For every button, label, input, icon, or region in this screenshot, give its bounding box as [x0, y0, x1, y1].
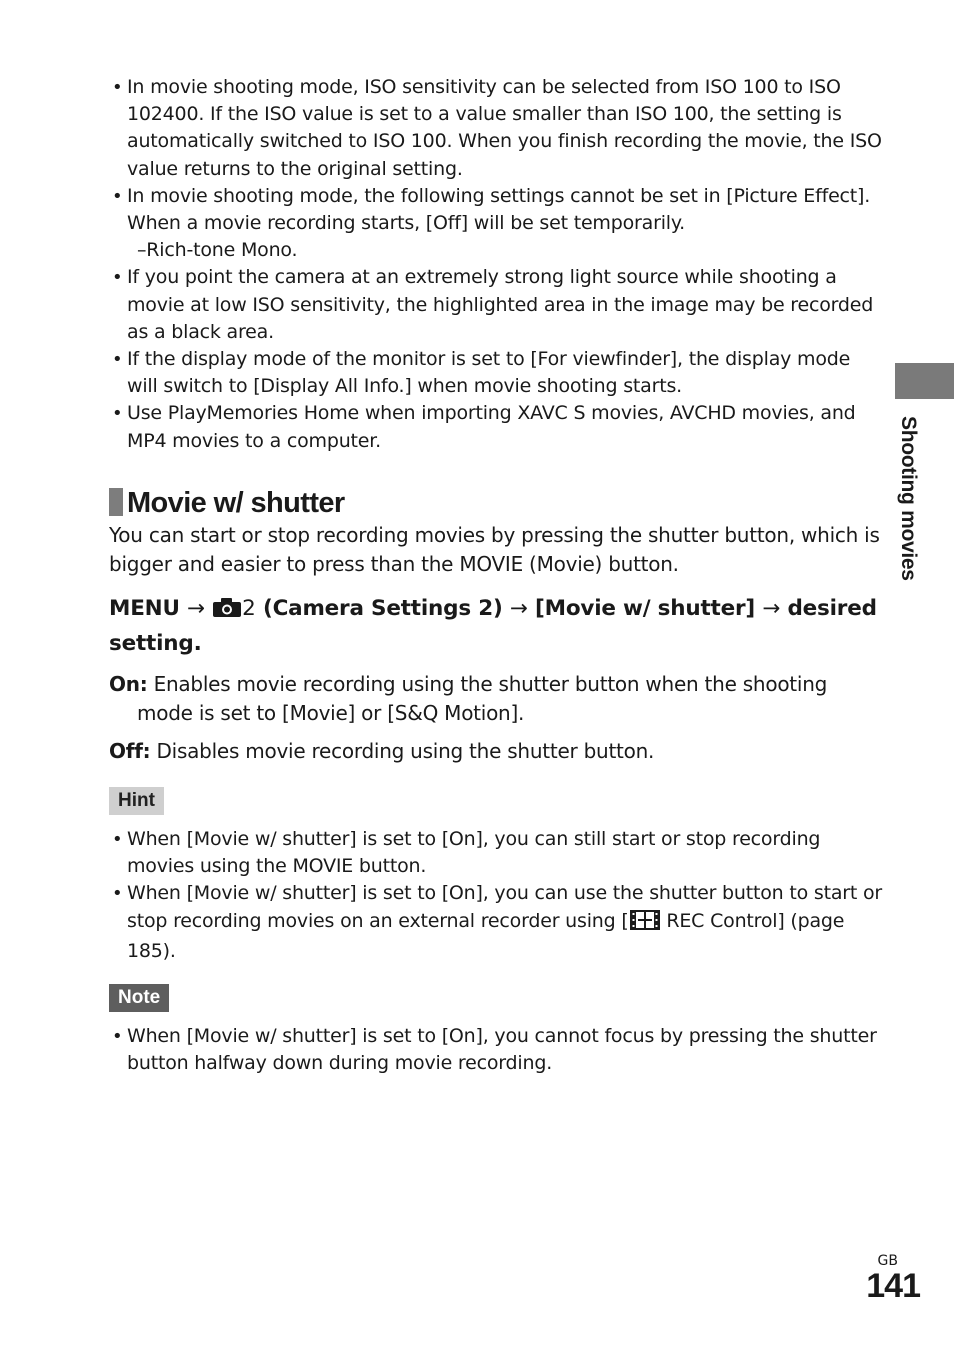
note-label: Note: [109, 984, 169, 1012]
hint-label: Hint: [109, 787, 164, 815]
option-desc: Disables movie recording using the shutter button.: [156, 739, 655, 763]
note-item: • If the display mode of the monitor is set to [For viewfinder], the display mode will switch to [Display All Info.] when movie shooting starts.: [112, 346, 882, 400]
camera-icon: [212, 596, 242, 628]
hint-item: • When [Movie w/ shutter] is set to [On], you can use the shutter button to start or stop recording movies on an external recorder using [ REC Control] (page 185).: [112, 880, 882, 965]
arrow-icon: →: [509, 596, 528, 621]
arrow-icon: →: [762, 596, 781, 621]
side-tab-marker: [895, 363, 954, 399]
note-item: • In movie shooting mode, the following settings cannot be set in [Picture Effect]. When a movie recording starts, [Off] will be set temporarily. –Rich-tone Mono.: [112, 183, 882, 265]
option-term: Off:: [109, 739, 151, 763]
option-term: On:: [109, 672, 148, 696]
menu-path: [109, 593, 889, 660]
film-strip-icon: [630, 910, 660, 938]
hint-item: • When [Movie w/ shutter] is set to [On], you can still start or stop recording movies using the MOVIE button.: [112, 826, 882, 880]
note-subitem: –Rich-tone Mono.: [137, 239, 298, 262]
option-desc: mode is set to [Movie] or [S&Q Motion].: [137, 701, 525, 725]
page-region: GB: [877, 1253, 898, 1269]
title-bar-marker: [109, 488, 123, 516]
note-item: • In movie shooting mode, ISO sensitivity can be selected from ISO 100 to ISO 102400. If the ISO value is set to a value smaller than ISO 100, the setting is automatically switched to ISO 100. When you finish recording the movie, the ISO value returns to the original setting.: [112, 74, 882, 183]
note-list: [112, 1023, 882, 1077]
option-on: [109, 670, 899, 728]
menu-path-end: desired setting.: [109, 596, 877, 656]
arrow-icon: →: [187, 596, 205, 621]
option-desc: Enables movie recording using the shutter button when the shooting: [153, 672, 828, 696]
option-off: [109, 737, 899, 766]
camera-settings-number: 2: [242, 596, 256, 621]
section-title: Movie w/ shutter: [109, 484, 345, 522]
note-item: • Use PlayMemories Home when importing XAVC S movies, AVCHD movies, and MP4 movies to a computer.: [112, 400, 882, 454]
menu-item-label: [Movie w/ shutter]: [535, 596, 756, 621]
side-chapter-label: Shooting movies: [897, 416, 920, 581]
note-item: • When [Movie w/ shutter] is set to [On], you cannot focus by pressing the shutter button halfway down during movie recording.: [112, 1023, 882, 1077]
hint-list: [112, 826, 882, 965]
top-notes-list: [112, 74, 882, 455]
note-item: • If you point the camera at an extremely strong light source while shooting a movie at low ISO sensitivity, the highlighted area in the image may be recorded as a black area.: [112, 264, 882, 346]
intro-text: You can start or stop recording movies by pressing the shutter button, which is bigger and easier to press than the MOVIE (Movie) button.: [109, 523, 880, 576]
menu-label: MENU: [109, 596, 180, 621]
camera-settings-label: (Camera Settings 2): [262, 596, 503, 621]
page-number: 141: [866, 1267, 920, 1305]
